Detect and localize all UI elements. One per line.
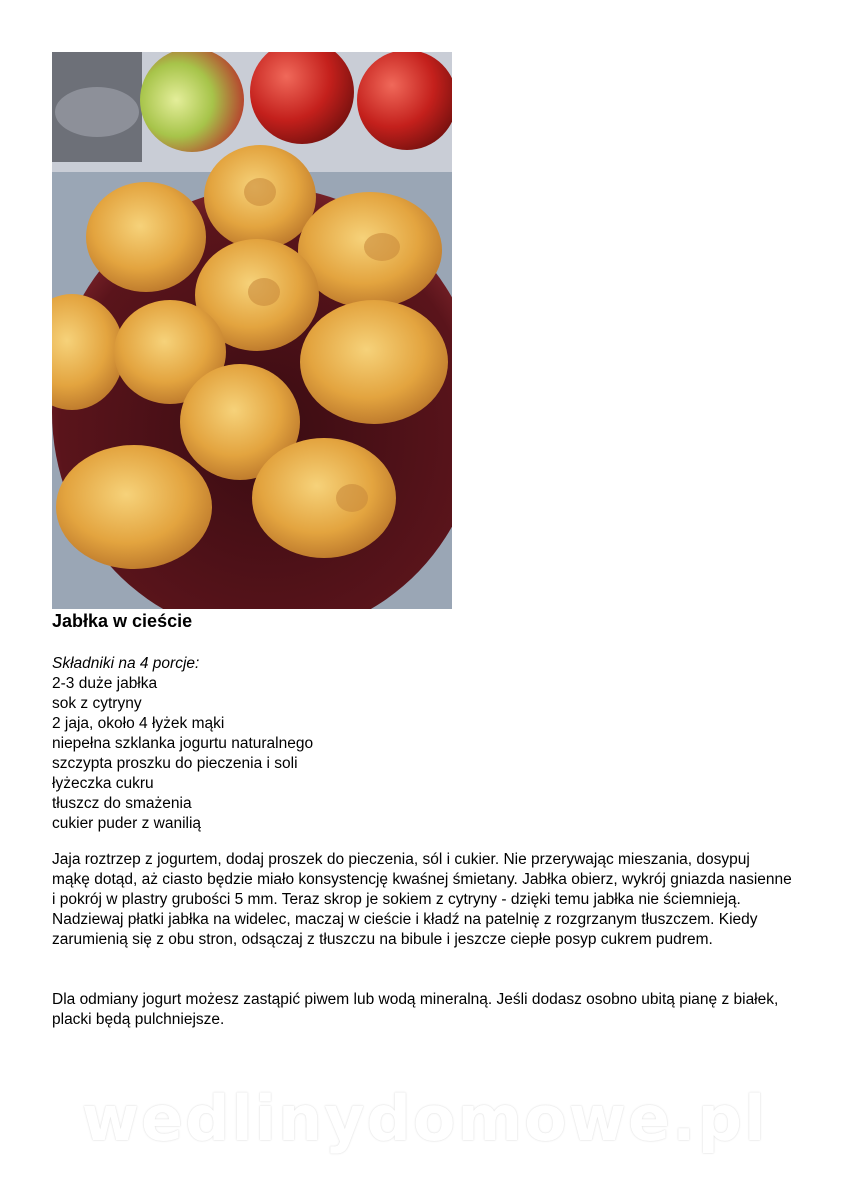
ingredient-item: łyżeczka cukru bbox=[52, 775, 154, 792]
apple-green bbox=[140, 52, 244, 152]
ingredient-item: tłuszcz do smażenia bbox=[52, 795, 192, 812]
ingredient-item: niepełna szklanka jogurtu naturalnego bbox=[52, 735, 314, 752]
recipe-photo bbox=[52, 52, 452, 609]
ingredient-item: 2-3 duże jabłka bbox=[52, 675, 158, 692]
ingredients-section bbox=[52, 654, 313, 834]
watermark: wedlinydomowe.pl bbox=[81, 1082, 768, 1155]
ingredient-item: cukier puder z wanilią bbox=[52, 815, 202, 832]
ingredient-item: 2 jaja, około 4 łyżek mąki bbox=[52, 715, 225, 732]
recipe-title: Jabłka w cieście bbox=[52, 611, 193, 631]
variation-paragraph: Dla odmiany jogurt możesz zastąpić piwem lub wodą mineralną. Jeśli dodasz osobno ubitą pianę z białek, placki będą pulchniejsze. bbox=[52, 991, 779, 1028]
ingredient-item: sok z cytryny bbox=[52, 695, 142, 712]
ingredients-heading: Składniki na 4 porcje: bbox=[52, 655, 200, 672]
instructions-paragraph: Jaja roztrzep z jogurtem, dodaj proszek do pieczenia, sól i cukier. Nie przerywając mieszania, dosypuj mąkę dotąd, aż ciasto będzie miało konsystencję kwaśnej śmietany. Jabłka obierz, wykrój gniazda nasienne i pokrój w plastry grubości 5 mm. Teraz skrop je sokiem z cytryny - dzięki temu jabłka nie ściemnieją. Nadziewaj płatki jabłka na widelec, maczaj w cieście i kładź na patelnię z rozgrzanym tłuszczem. Kiedy zarumienią się z obu stron, odsączaj z tłuszczu na bibule i jeszcze ciepłe posyp cukrem pudrem. bbox=[52, 851, 792, 948]
ingredient-item: szczypta proszku do pieczenia i soli bbox=[52, 755, 298, 772]
ingredients-list bbox=[52, 674, 313, 834]
